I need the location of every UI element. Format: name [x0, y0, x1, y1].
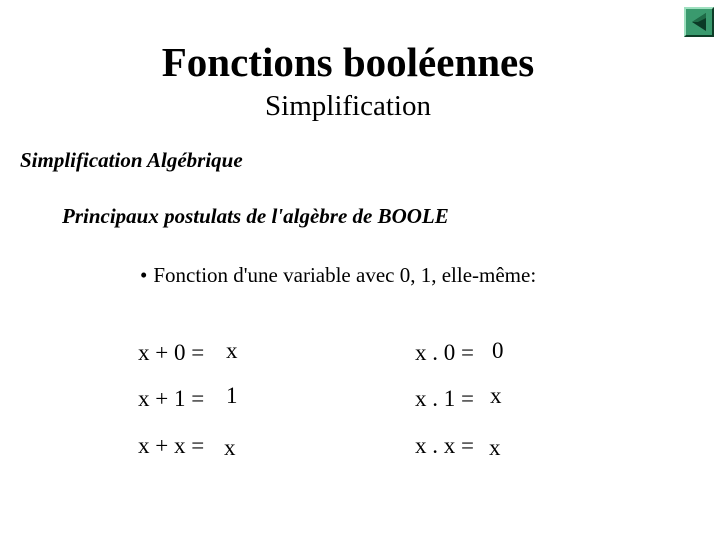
- back-nav-button[interactable]: [684, 7, 714, 37]
- identity-expression: x . 0 =: [415, 340, 474, 365]
- identity-result: 0: [492, 338, 504, 363]
- identity-expression: x + 0 =: [138, 340, 205, 365]
- left-triangle-icon: [686, 9, 712, 35]
- page-subtitle: Simplification: [265, 90, 431, 122]
- identity-expression: x . x =: [415, 433, 474, 458]
- identity-result: 1: [226, 383, 238, 408]
- identity-result: x: [490, 383, 502, 408]
- subsection-heading: Principaux postulats de l'algèbre de BOOLE: [62, 204, 449, 228]
- bullet-marker: •: [140, 263, 148, 287]
- identity-expression: x . 1 =: [415, 386, 474, 411]
- identity-result: x: [489, 435, 501, 460]
- identity-result: x: [226, 338, 238, 363]
- bullet-text: Fonction d'une variable avec 0, 1, elle-même:: [153, 263, 537, 287]
- identity-expression: x + 1 =: [138, 386, 205, 411]
- identity-expression: x + x =: [138, 433, 205, 458]
- bullet-item: [140, 263, 536, 288]
- page-title: Fonctions booléennes: [161, 39, 535, 85]
- identity-result: x: [224, 435, 236, 460]
- section-heading: Simplification Algébrique: [20, 148, 243, 172]
